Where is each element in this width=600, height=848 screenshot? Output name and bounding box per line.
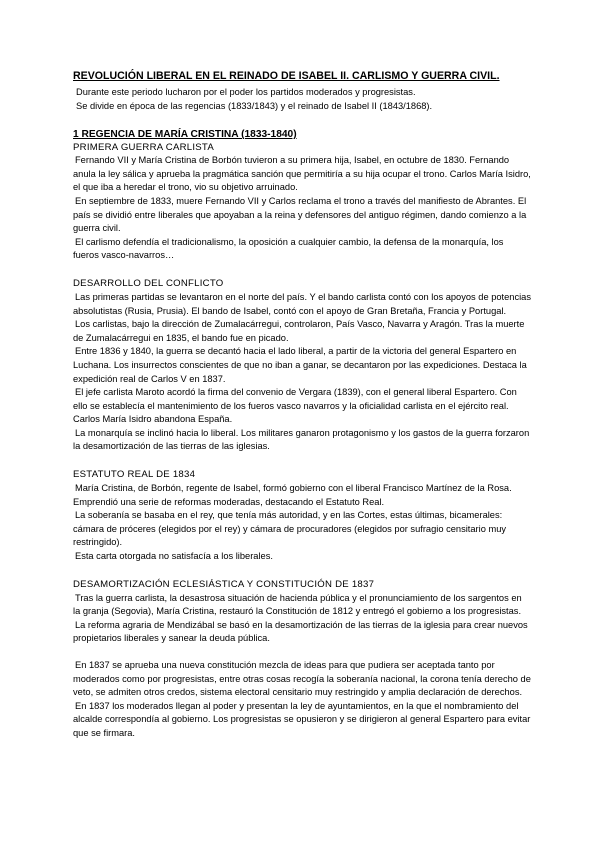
paragraph: En septiembre de 1833, muere Fernando VII y Carlos reclama el trono a través del manifiesto de Abrantes. El país se dividió entre liberales que apoyaban a la reina y defensores del antiguo régimen, dando comienzo a la guerra civil.	[73, 195, 527, 234]
paragraph-gap	[73, 646, 531, 659]
paragraph: Esta carta otorgada no satisfacía a los liberales.	[75, 551, 273, 562]
subheading-desamortizacion: DESAMORTIZACIÓN ECLESIÁSTICA Y CONSTITUCIÓN DE 1837	[73, 578, 375, 590]
subheading-estatuto: ESTATUTO REAL DE 1834	[73, 469, 196, 481]
subsection-primera-guerra	[73, 141, 531, 263]
document-content	[73, 70, 531, 741]
section-heading-regencia: 1 REGENCIA DE MARÍA CRISTINA (1833-1840)	[73, 129, 297, 141]
subsection-estatuto	[73, 468, 531, 564]
intro-paragraph: Se divide en época de las regencias (1833/1843) y el reinado de Isabel II (1843/1868).	[76, 100, 433, 111]
intro	[73, 86, 531, 113]
paragraph: El carlismo defendía el tradicionalismo, la oposición a cualquier cambio, la defensa de la monarquía, los fueros vasco-navarros…	[73, 236, 504, 261]
paragraph: La monarquía se inclinó hacia lo liberal. Los militares ganaron protagonismo y los gastos de la guerra forzaron la desamortización de las tierras de las iglesias.	[73, 427, 530, 452]
paragraph: Los carlistas, bajo la dirección de Zumalacárregui, controlaron, País Vasco, Navarra y Aragón. Tras la muerte de Zumalacárregui en 1835, el bando fue en picado.	[73, 319, 525, 343]
paragraph: Fernando VII y María Cristina de Borbón tuvieron a su primera hija, Isabel, en octubre de 1830. Fernando anula la ley sálica y aprueba la pragmática sanción que permitiría a su hija ocupar el trono. Carlos María Isidro, el que iba a heredar el trono, vio su objetivo arruinado.	[73, 155, 531, 193]
paragraph: Las primeras partidas se levantaron en el norte del país. Y el bando carlista contó con los apoyos de potencias absolutistas (Rusia, Prusia). El bando de Isabel, contó con el apoyo de Gran Bretaña, Francia y Portugal.	[73, 291, 532, 316]
subheading-primera-guerra: PRIMERA GUERRA CARLISTA	[73, 142, 214, 154]
paragraph: La soberanía se basaba en el rey, que tenía más autoridad, y en las Cortes, estas últimas, bicamerales: cámara de próceres (elegidos por el rey) y cámara de procuradores (elegidos por sufragio censitario muy restringido).	[73, 510, 507, 548]
subsection-desamortizacion	[73, 578, 531, 741]
intro-paragraph: Durante este periodo lucharon por el poder los partidos moderados y progresistas.	[76, 87, 416, 97]
subheading-desarrollo: DESARROLLO DEL CONFLICTO	[73, 277, 224, 289]
subsection-desarrollo	[73, 277, 531, 454]
paragraph: La reforma agraria de Mendizábal se basó en la desamortización de las tierras de la iglesia para crear nuevos propietarios liberales y sanear la deuda pública.	[73, 619, 528, 644]
paragraph: El jefe carlista Maroto acordó la firma del convenio de Vergara (1839), con el general liberal Espartero. Con ello se establecía el mantenimiento de los fueros vasco navarros y la oficialidad carlista en el ejército real. Carlos María Isidro abandona España.	[73, 387, 517, 425]
paragraph: En 1837 se aprueba una nueva constitución mezcla de ideas para que pudiera ser aceptada tanto por moderados como por progresistas, entre otras cosas recogía la soberanía nacional, la corona tenía derecho de veto, se admiten otros credos, sistema electoral censitario muy restringido y amplia declaración de derechos.	[73, 660, 531, 698]
paragraph: María Cristina, de Borbón, regente de Isabel, formó gobierno con el liberal Francisco Martínez de la Rosa. Emprendió una serie de reformas moderadas, destacando el Estatuto Real.	[73, 483, 512, 507]
paragraph: Tras la guerra carlista, la desastrosa situación de hacienda pública y el pronunciamiento de los sargentos en la granja (Segovia), María Cristina, restauró la Constitución de 1812 y entregó el gobierno a los progresistas.	[73, 592, 522, 617]
paragraph: Entre 1836 y 1840, la guerra se decantó hacia el lado liberal, a partir de la victoria del general Espartero en Luchana. Los insurrectos conscientes de que no iban a ganar, se decantaron por las expediciones. Destaca la expedición real de Carlos V en 1837.	[73, 346, 527, 384]
paragraph: En 1837 los moderados llegan al poder y presentan la ley de ayuntamientos, en la que el nombramiento del alcalde correspondía al gobierno. Los progresistas se opusieron y se dirigieron al general Espartero para evitar que se firmara.	[73, 700, 531, 738]
document-title: REVOLUCIÓN LIBERAL EN EL REINADO DE ISABEL II. CARLISMO Y GUERRA CIVIL.	[73, 70, 500, 82]
